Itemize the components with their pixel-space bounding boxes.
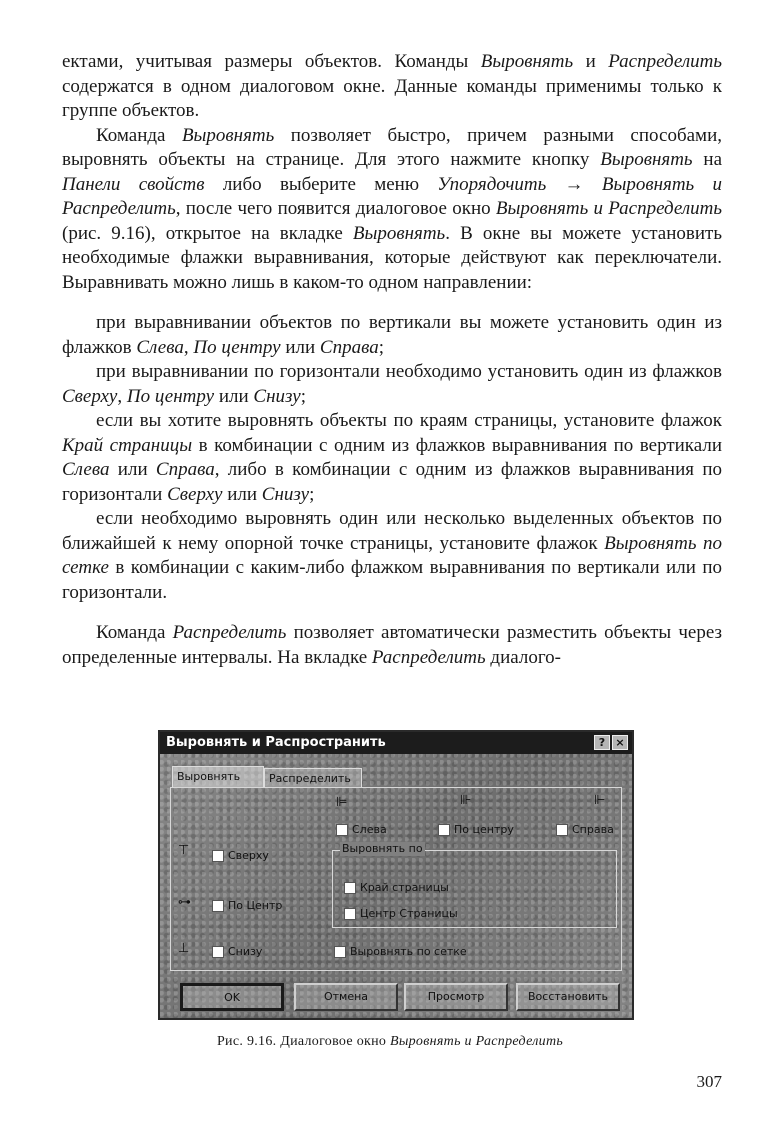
dialog-title: Выровнять и Распространить	[166, 735, 386, 750]
spacer	[62, 295, 722, 311]
italic-term: Справа	[319, 336, 379, 358]
text-run: (рис. 9.16), открытое на вкладке	[62, 222, 353, 244]
figure-caption	[0, 1034, 780, 1050]
checkbox-bottom[interactable]	[212, 946, 224, 958]
italic-term: Распределить	[172, 622, 287, 643]
label-left: Слева	[352, 823, 387, 836]
italic-term: Снизу	[261, 483, 310, 505]
label-right: Справа	[572, 823, 614, 836]
text-run: . В окне вы можете установить необходимые флажки выравнивания, которые действуют как переключатели. Выравнивать можно лишь в каком-то одном направлении:	[62, 222, 722, 293]
label-top: Сверху	[228, 849, 269, 862]
text-run: на	[692, 149, 722, 170]
italic-term: Край страницы	[62, 434, 193, 456]
align-top-icon: ⊤	[178, 843, 190, 858]
text-run: в комбинации с каким-либо флажком выравнивания по вертикали или по горизонтали.	[62, 557, 722, 603]
align-distribute-dialog	[158, 730, 634, 1020]
caption-prefix: Рис. 9.16. Диалоговое окно	[216, 1034, 390, 1049]
label-snap-to-grid: Выровнять по сетке	[350, 945, 467, 958]
italic-term: Снизу	[253, 385, 301, 407]
text-run: если необходимо выровнять один или несколько выделенных объектов по ближайшей к нему опорной точке страницы, установите флажок	[62, 508, 722, 554]
paragraph-distribute-command	[62, 621, 722, 670]
text-run: , либо в комбинации с одним из флажков выравнивания по горизонтали	[62, 459, 722, 505]
italic-term: Выровнять	[480, 51, 574, 72]
bullet-grid	[62, 507, 722, 605]
text-run: , после чего появится диалоговое окно	[175, 198, 496, 219]
label-center-horizontal: По Центр	[228, 899, 283, 912]
text-run: при выравнивании по горизонтали необходимо установить один из флажков	[96, 361, 722, 382]
italic-term: Распределить	[371, 646, 486, 668]
text-run: при выравнивании объектов по вертикали вы можете установить один из флажков	[62, 312, 722, 358]
caption-italic: Выровнять и Распределить	[390, 1034, 564, 1049]
italic-term: Выровнять	[600, 149, 693, 170]
align-center-vertical-icon: ⊪	[460, 793, 472, 808]
checkbox-top[interactable]	[212, 850, 224, 862]
close-button[interactable]: ×	[612, 735, 628, 750]
text-run: и	[573, 51, 609, 72]
preview-button[interactable]: Просмотр	[404, 983, 508, 1011]
label-page-edge: Край страницы	[360, 881, 449, 894]
bullet-horizontal	[62, 360, 722, 409]
text-run: диалого-	[485, 646, 561, 668]
italic-term: Сверху	[62, 385, 118, 407]
text-run: ектами, учитывая размеры объектов. Команды	[62, 51, 481, 72]
italic-term: Панели свойств	[62, 173, 205, 195]
text-run: или	[280, 336, 320, 358]
text-run: Команда	[96, 622, 173, 643]
label-center-vertical: По центру	[454, 823, 514, 836]
align-right-icon: ⊩	[594, 793, 606, 808]
tab-distribute[interactable]: Распределить	[264, 768, 362, 788]
italic-term: По центру	[126, 385, 215, 407]
dialog-titlebar	[160, 732, 632, 754]
checkbox-snap-to-grid[interactable]	[334, 946, 346, 958]
italic-term: Сверху	[167, 483, 223, 505]
paragraph-align-command	[62, 124, 722, 296]
ok-button[interactable]: OK	[180, 983, 284, 1011]
label-bottom: Снизу	[228, 945, 263, 958]
checkbox-right[interactable]	[556, 824, 568, 836]
checkbox-left[interactable]	[336, 824, 348, 836]
text-run: позволяет быстро, причем разными способами, выровнять объекты на странице. Для этого нажмите кнопку	[62, 124, 722, 170]
text-run: ;	[309, 483, 315, 505]
text-run: или	[109, 459, 156, 480]
checkbox-center-horizontal[interactable]	[212, 900, 224, 912]
text-run: ;	[300, 385, 306, 407]
spacer	[62, 605, 722, 621]
text-run: в комбинации с одним из флажков выравнивания по вертикали	[192, 434, 722, 456]
italic-term: Слева	[62, 459, 110, 480]
label-page-center: Центр Страницы	[360, 907, 458, 920]
checkbox-center-vertical[interactable]	[438, 824, 450, 836]
text-run: ,	[117, 385, 127, 407]
align-bottom-icon: ⊥	[178, 941, 190, 956]
cancel-button[interactable]: Отмена	[294, 983, 398, 1011]
text-run: или	[214, 385, 254, 407]
align-left-icon: ⊫	[336, 795, 348, 810]
text-run: ,	[183, 336, 194, 358]
text-run: Команда	[96, 124, 182, 146]
italic-term: Распределить	[608, 51, 722, 72]
checkbox-page-center[interactable]	[344, 908, 356, 920]
bullet-page-edge	[62, 409, 722, 507]
italic-term: Упорядочить → Выровнять и Распределить	[62, 173, 722, 219]
text-run: ;	[378, 336, 384, 358]
italic-term: По центру	[193, 336, 281, 358]
italic-term: Выровнять и Распределить	[495, 198, 722, 219]
page-body	[62, 50, 722, 670]
italic-term: Выровнять по сетке	[62, 532, 722, 578]
text-run: содержатся в одном диалоговом окне. Данные команды применимы только к группе объектов.	[62, 75, 722, 121]
align-center-horizontal-icon: ⊶	[178, 895, 191, 910]
text-run: или	[222, 483, 262, 505]
italic-term: Выровнять	[352, 222, 446, 244]
page-number: 307	[696, 1072, 722, 1091]
text-run: либо выберите меню	[204, 173, 438, 195]
tab-align[interactable]: Выровнять	[172, 766, 264, 788]
checkbox-page-edge[interactable]	[344, 882, 356, 894]
text-run: если вы хотите выровнять объекты по краям страницы, установите флажок	[96, 410, 722, 431]
text-run: позволяет автоматически разместить объекты через определенные интервалы. На вкладке	[62, 622, 722, 668]
paragraph-intro	[62, 50, 722, 124]
align-to-group-title: Выровнять по	[342, 842, 423, 855]
reset-button[interactable]: Восстановить	[516, 983, 620, 1011]
help-button[interactable]: ?	[594, 735, 610, 750]
italic-term: Справа	[155, 459, 215, 480]
italic-term: Выровнять	[181, 124, 275, 146]
italic-term: Слева	[136, 336, 184, 358]
bullet-vertical	[62, 311, 722, 360]
